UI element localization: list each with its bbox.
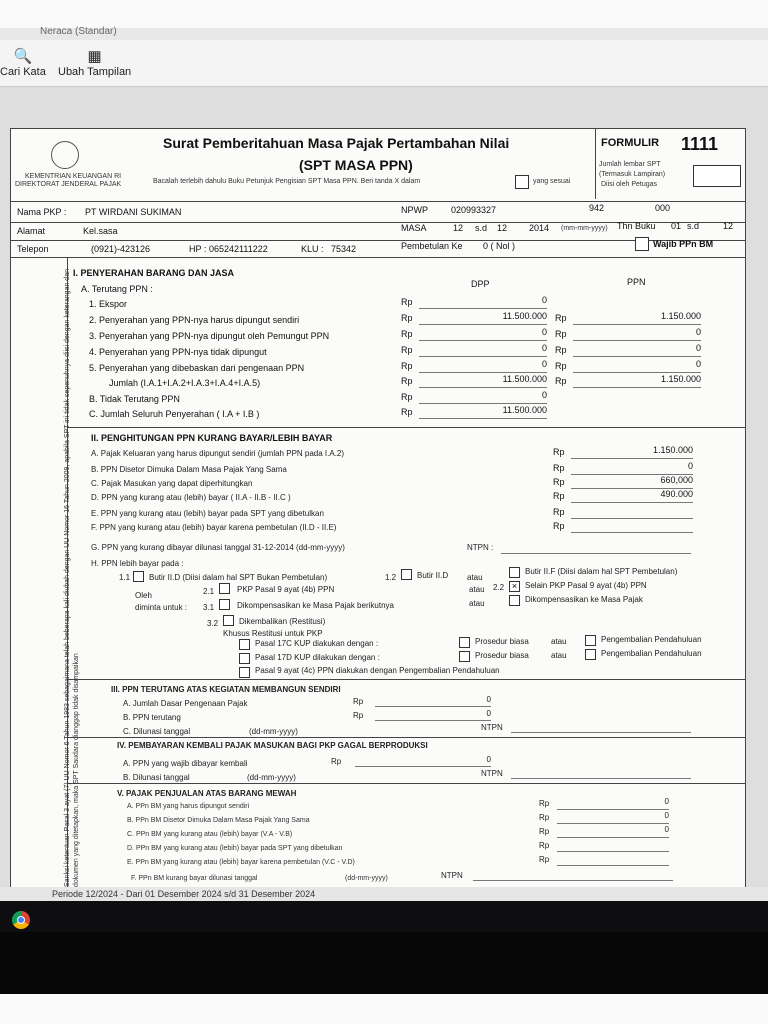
s3-a-label: A. Jumlah Dasar Pengenaan Pajak [123,699,248,708]
h-2-2-text: Selain PKP Pasal 9 ayat (4b) PPN [525,581,647,590]
atau-4: atau [551,637,567,646]
thn-buku-from: 01 [671,221,682,231]
section-1-dpp-value: 0 [541,359,547,369]
section-1-dpp-value: 11.500.000 [502,405,547,415]
hp-label: HP : [189,244,207,254]
section-1-row-label: 4. Penyerahan yang PPN-nya tidak dipungut [89,347,267,357]
monitor-bezel [0,932,768,994]
atau-3: atau [469,599,485,608]
ppn-header: PPN [627,277,646,287]
section-1-ppn-rp: Rp [555,361,567,371]
h-1-2-number: 1.2 [385,573,397,582]
h-1-1-text: Butir II.D (Diisi dalam hal SPT Bukan Pembetulan) [149,573,328,582]
section-1-row-label: 5. Penyerahan yang dibebaskan dari pengenaan PPN [89,363,305,373]
h-3-2-number: 3.2 [207,619,219,628]
section-2-row-label: F. PPN yang kurang atau (lebih) bayar karena pembetulan (II.D - II.E) [91,523,337,532]
h-1-2-text: Butir II.D [417,571,449,580]
nama-value: PT WIRDANI SUKIMAN [85,207,182,217]
section-5-line [557,809,669,810]
section-5-value: 0 [664,811,669,820]
section-5-row-label: E. PPn BM yang kurang atau (lebih) bayar karena pembetulan (V.C - V.D) [127,859,355,866]
g-label: G. PPN yang kurang dibayar dilunasi tanggal 31-12-2014 (dd-mm-yyyy) [91,543,345,552]
section-1-title: I. PENYERAHAN BARANG DAN JASA [73,268,235,278]
s5-ntpn-label: NTPN [441,871,463,880]
section-1-row-label: Jumlah (I.A.1+I.A.2+I.A.3+I.A.4+I.A.5) [109,378,261,388]
section-5-rp: Rp [539,813,550,822]
thn-buku-sd: s.d [687,221,700,231]
s4-a-rp: Rp [331,757,342,766]
h-3-1b-text: Dikompensasikan ke Masa Pajak [525,595,643,604]
telepon-label: Telepon [17,244,49,254]
h-2-1-text: PKP Pasal 9 ayat (4b) PPN [237,585,335,594]
section-1-row-label: 3. Penyerahan yang PPN-nya dipungut oleh Pemungut PPN [89,331,330,341]
directorate-name: DIREKTORAT JENDERAL PAJAK [15,181,122,188]
section-5-line [557,837,669,838]
toolbar [0,40,768,87]
atau-1: atau [467,573,483,582]
telepon-value: (0921)-423126 [91,244,151,254]
h-1-1-number: 1.1 [119,573,131,582]
section-2-row-label: E. PPN yang kurang atau (lebih) bayar pada SPT yang dibetulkan [91,509,324,518]
section-5-row-label: B. PPn BM Disetor Dimuka Dalam Masa Pajak Yang Sama [127,817,310,824]
spt-form [10,128,746,892]
section-1-dpp-rp: Rp [401,297,413,307]
terutang-ppn-label: A. Terutang PPN : [81,284,153,294]
section-1-ppn-value: 1.150.000 [660,311,701,321]
s3-a-value: 0 [486,695,491,704]
masa-hint: (mm-mm-yyyy) [561,225,608,232]
s5-f-hint: (dd-mm-yyyy) [345,875,388,882]
section-5-rp: Rp [539,827,550,836]
section-1-dpp-rp: Rp [401,313,413,323]
section-1-ppn-value: 0 [695,359,701,369]
section-5-rp: Rp [539,855,550,864]
formulir-number: 1111 [681,134,719,154]
s3-c-label: C. Dilunasi tanggal [123,727,191,736]
atau-2: atau [469,585,485,594]
section-2-title: II. PENGHITUNGAN PPN KURANG BAYAR/LEBIH BAYAR [91,433,333,443]
section-1-ppn-value: 0 [695,327,701,337]
section-1-dpp-rp: Rp [401,392,413,402]
s3-b-label: B. PPN terutang [123,713,181,722]
section-2-value: 1.150.000 [652,445,693,455]
r1-prosedur-text: Prosedur biasa [475,637,529,646]
section-5-line [557,851,669,852]
section-4-title: IV. PEMBAYARAN KEMBALI PAJAK MASUKAN BAGI PKP GAGAL BERPRODUKSI [117,741,428,750]
form-subtitle: (SPT MASA PPN) [299,157,413,173]
view-icon: ▦ [87,48,102,65]
section-1-ppn-value: 1.150.000 [660,374,701,384]
section-5-rp: Rp [539,841,550,850]
r2-text: Pasal 17D KUP dilakukan dengan : [255,653,380,662]
lembar-label-3: Diisi oleh Petugas [601,181,658,188]
s3-ntpn-label: NTPN [481,723,503,732]
find-button[interactable]: 🔍 Cari Kata [0,48,46,78]
npwp-part-3: 000 [655,203,671,213]
section-1-row-label: B. Tidak Terutang PPN [89,394,180,404]
section-3-title: III. PPN TERUTANG ATAS KEGIATAN MEMBANGUN SENDIRI [111,685,341,694]
change-view-button[interactable]: ▦ Ubah Tampilan [58,48,132,78]
section-5-rp: Rp [539,799,550,808]
section-5-rows [11,129,746,889]
formulir-label: FORMULIR [601,137,660,149]
section-5-title: V. PAJAK PENJUALAN ATAS BARANG MEWAH [117,789,297,798]
section-2-rp: Rp [553,491,565,501]
h-3-1-text: Dikompensasikan ke Masa Pajak berikutnya [237,601,394,610]
section-2-row-label: D. PPN yang kurang atau (lebih) bayar ( II.A - II.B - II.C ) [91,493,291,502]
section-1-dpp-rp: Rp [401,361,413,371]
section-1-ppn-rp: Rp [555,329,567,339]
alamat-label: Alamat [17,226,46,236]
s4-a-value: 0 [486,755,491,764]
thn-buku-to: 12 [723,221,734,231]
status-period: Periode 12/2024 - Dari 01 Desember 2024 s/d 31 Desember 2024 [52,889,316,899]
dpp-header: DPP [471,279,490,289]
section-2-value: 490.000 [660,489,693,499]
section-1-dpp-value: 11.500.000 [502,311,547,321]
section-2-rp: Rp [553,463,565,473]
masa-label: MASA [401,223,427,233]
klu-label: KLU : [301,244,324,254]
g-ntpn-label: NTPN : [467,543,494,552]
h-if-text: Butir II.F (Diisi dalam hal SPT Pembetulan) [525,567,678,576]
atau-5: atau [551,651,567,660]
window-tab[interactable]: Neraca (Standar) [40,26,117,37]
section-5-row-label: A. PPn BM yang harus dipungut sendiri [127,803,250,810]
alamat-value: Kel.sasa [83,226,118,236]
section-5-line [557,865,669,866]
h-label: H. PPN lebih bayar pada : [91,559,184,568]
chrome-icon[interactable] [12,911,30,929]
section-1-row-label: 1. Ekspor [89,299,128,309]
section-2-rp: Rp [553,521,565,531]
section-1-ppn-value: 0 [695,343,701,353]
instruction-end: yang sesuai [533,178,571,185]
pembetulan-label: Pembetulan Ke [401,241,463,251]
form-title: Surat Pemberitahuan Masa Pajak Pertambahan Nilai [163,135,510,151]
section-2-rp: Rp [553,507,565,517]
section-5-value: 0 [664,797,669,806]
pembetulan-value: 0 ( Nol ) [483,241,516,251]
s4-b-label: B. Dilunasi tanggal [123,773,190,782]
diminta-label: diminta untuk : [135,603,188,612]
section-1-ppn-rp: Rp [555,376,567,386]
r1-pengembalian-text: Pengembalian Pendahuluan [601,635,702,644]
section-2-row-label: B. PPN Disetor Dimuka Dalam Masa Pajak Yang Sama [91,465,287,474]
masa-sd: s.d [475,223,488,233]
r2-pengembalian-text: Pengembalian Pendahuluan [601,649,702,658]
thn-buku-label: Thn Buku [617,221,656,231]
section-2-value: 660,000 [660,475,693,485]
section-1-row-label: C. Jumlah Seluruh Penyerahan ( I.A + I.B ) [89,409,260,419]
r2-prosedur-text: Prosedur biasa [475,651,529,660]
s3-c-hint: (dd-mm-yyyy) [249,727,298,736]
masa-to: 12 [497,223,508,233]
klu-value: 75342 [331,244,357,254]
wajib-ppnbm-label: Wajib PPn BM [653,239,714,249]
section-1-dpp-rp: Rp [401,345,413,355]
lembar-label-1: Jumlah lembar SPT [599,161,661,168]
bottom-area [0,994,768,1024]
s3-a-rp: Rp [353,697,364,706]
section-1-dpp-value: 0 [541,390,547,400]
h-3-2-text: Dikembalikan (Restitusi) [239,617,326,626]
section-1-ppn-rp: Rp [555,313,567,323]
h-3-1-number: 3.1 [203,603,215,612]
r1-text: Pasal 17C KUP diakukan dengan : [255,639,379,648]
s4-b-hint: (dd-mm-yyyy) [247,773,296,782]
side-note: Sanksi ketentuan Pasal 3 ayat (7) UU Nomor 6 Tahun 1983 sebagaimana telah beberapa kali diubah dengan UU Nomor 16 Tahun 2009, apabila SPT ini tidak sepenuhnya diisi dengan keterangan dan dokumen yang ditetapkan, maka SPT Saudara dianggap tidak disampaikan [64,269,80,887]
section-2-row-label: A. Pajak Keluaran yang harus dipungut sendiri (jumlah PPN pada I.A.2) [91,449,345,458]
s4-ntpn-label: NTPN [481,769,503,778]
nama-label: Nama PKP : [17,207,67,217]
ministry-name: KEMENTRIAN KEUANGAN RI [25,173,122,180]
section-1-row-label: 2. Penyerahan yang PPN-nya harus dipungut sendiri [89,315,300,325]
npwp-part-1: 020993327 [451,205,497,215]
section-1-dpp-rp: Rp [401,376,413,386]
form-instruction: Bacalah terlebih dahulu Buku Petunjuk Pengisian SPT Masa PPN. Beri tanda X dalam [153,178,421,185]
h-2-2-checkbox[interactable]: × [509,581,520,592]
section-5-value: 0 [664,825,669,834]
section-2-row-label: C. Pajak Masukan yang dapat diperhitungkan [91,479,253,488]
section-1-dpp-value: 0 [541,343,547,353]
s3-b-rp: Rp [353,711,364,720]
s5-f-label: F. PPn BM kurang bayar dilunasi tanggal [131,875,258,882]
section-1-dpp-rp: Rp [401,329,413,339]
npwp-part-2: 942 [589,203,605,213]
section-5-row-label: C. PPn BM yang kurang atau (lebih) bayar (V.A - V.B) [127,831,293,838]
section-1-dpp-value: 0 [541,295,547,305]
section-2-rp: Rp [553,447,565,457]
npwp-label: NPWP [401,205,428,215]
section-2-rp: Rp [553,477,565,487]
section-2-value: 0 [687,461,693,471]
hp-value: 065242111222 [209,244,268,254]
oleh-label: Oleh [135,591,152,600]
masa-from: 12 [453,223,464,233]
section-5-row-label: D. PPn BM yang kurang atau (lebih) bayar pada SPT yang dibetulkan [127,845,343,852]
s4-a-label: A. PPN yang wajib dibayar kembali [123,759,248,768]
h-2-1-number: 2.1 [203,587,215,596]
section-5-line [557,823,669,824]
s3-b-value: 0 [486,709,491,718]
section-1-dpp-rp: Rp [401,407,413,417]
khusus-restitusi: Khusus Restitusi untuk PKP [223,629,323,638]
section-1-ppn-rp: Rp [555,345,567,355]
lembar-label-2: (Termasuk Lampiran) [599,171,666,178]
h-2-2-number: 2.2 [493,583,505,592]
section-1-dpp-value: 11.500.000 [502,374,547,384]
section-1-dpp-value: 0 [541,327,547,337]
masa-year: 2014 [529,223,550,233]
status-bar [0,887,768,901]
search-icon: 🔍 [13,48,33,65]
r3-text: Pasal 9 ayat (4c) PPN diakukan dengan Pengembalian Pendahuluan [255,666,500,675]
